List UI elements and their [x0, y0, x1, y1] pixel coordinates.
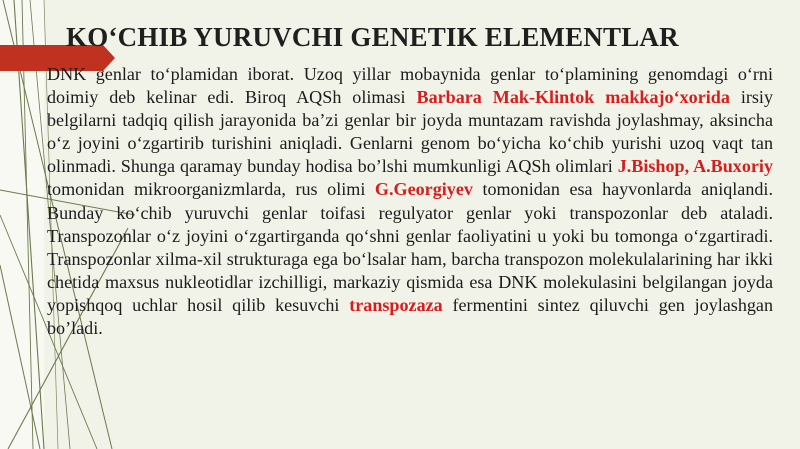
paragraph-text: tomonidan esa hayvonlarda aniqlandi. Bunday koʻchib yuruvchi genlar toifasi regulyator genlar yoki transpozonlar deb ataladi. Transpozonlar oʻz joyini oʻzgartirganda qoʻshni genlar faoliyatini u yoki bu tomonga oʻzgartiradi. Transpozonlar xilma-xil strukturaga ega boʻlsalar ham, barcha transpozon molekulalarining har ikki chetida maxsus nukleotidlar izchilligi, markaziy qismida esa DNK molekulasini belgilangan joyda yopishqoq uchlar hosil qilib kesuvchi [47, 179, 773, 315]
highlight-term: transpozaza [349, 294, 443, 315]
paragraph-text: fermentini sintez qiluvchi gen joylashgan boʼladi. [47, 294, 774, 339]
paragraph-text: DNK genlar toʻplamidan iborat. Uzoq yillar mobaynida genlar toʻplamining genomdagi oʻrni doimiy deb kelinar edi. Biroq AQSh olimasi [47, 64, 773, 108]
highlight-scientist: Barbara Mak-Klintok makkajoʻxorida [416, 87, 730, 108]
body-paragraph [47, 63, 773, 340]
title-text: KOʻCHIB YURUVCHI GENETIK ELEMENTLAR [66, 22, 679, 52]
highlight-scientist: G.Georgiyev [374, 179, 473, 200]
paragraph-text: irsiy belgilarni tadqiq qilish jarayonida baʼzi genlar bir joyda muntazam ravishda joylashmay, aksincha oʻz joyini oʻzgartirib turishini aniqladi. Genlarni genom boʻyicha koʻchib yurishi uzoq vaqt tan olinmadi. Shunga qaramay bunday hodisa boʼlshi mumkunligi AQSh olimlari [47, 87, 773, 177]
highlight-scientists: J.Bishop, A.Buxoriy [617, 156, 773, 177]
paragraph-text: tomonidan mikroorganizmlarda, rus olimi [47, 179, 375, 200]
slide-title [58, 22, 780, 53]
